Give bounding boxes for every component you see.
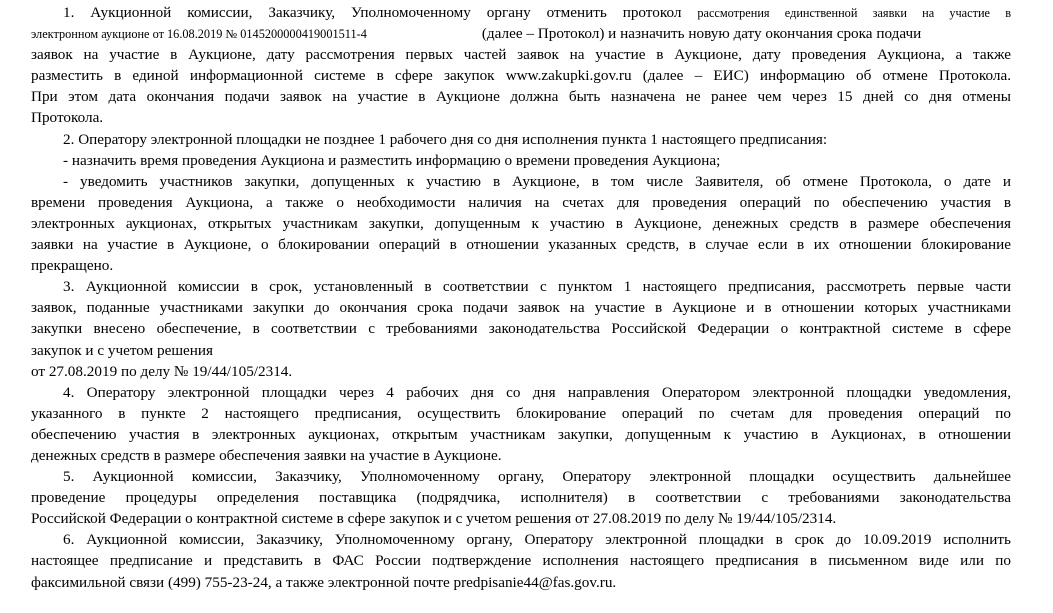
paragraph-3 (31, 276, 1011, 381)
text-line: 5. Аукционной комиссии, Заказчику, Уполномоченному органу, Оператору электронной площадки осуществить дальнейшее (63, 468, 1011, 486)
text-run-small: рассмотрения единственной заявки на участие в (697, 6, 1012, 20)
text-line: проведение процедуры определения поставщика (подрядчика, исполнителя) в соответствии с требованиями законодательства (31, 489, 1011, 507)
paragraph-2 (31, 129, 1011, 277)
paragraph-4 (31, 382, 1011, 466)
text-line: Протокола. (31, 109, 104, 127)
text-line: настоящее предписание и представить в ФАС России подтверждение исполнения настоящего предписания в письменном виде или по (31, 552, 1011, 570)
text-line: 6. Аукционной комиссии, Заказчику, Уполномоченному органу, Оператору электронной площадки в срок до 10.09.2019 исполнить (63, 531, 1011, 549)
list-item: - назначить время проведения Аукциона и разместить информацию о времени проведения Аукциона; (63, 151, 721, 169)
text-line: от 27.08.2019 по делу № 19/44/105/2314. (31, 362, 293, 380)
text-line: времени проведения Аукциона, а также о необходимости наличия на счетах для проведения операций по обеспечению участия в (31, 193, 1011, 211)
text-run-small: электронном аукционе от 16.08.2019 № 0145200000419001511-4 (31, 27, 367, 42)
text-line: закупок и с учетом решения (31, 341, 213, 359)
text-run: 1. Аукционной комиссии, Заказчику, Уполномоченному органу отменить протокол (63, 4, 698, 21)
list-item: - уведомить участников закупки, допущенных к участию в Аукционе, в том числе Заявителя, об отмене Протокола, о дате и (63, 172, 1011, 190)
text-line: прекращено. (31, 257, 114, 275)
text-line: электронных аукционах, открытых участникам закупки, допущенным к участию в Аукционе, денежных средств в размере обеспечения (31, 214, 1011, 232)
text-line: 3. Аукционной комиссии в срок, установленный в соответствии с пунктом 1 настоящего предписания, рассмотреть первые части (63, 278, 1011, 296)
text-line (31, 23, 1011, 44)
text-line: разместить в единой информационной системе в сфере закупок www.zakupki.gov.ru (далее – ЕИС) информацию об отмене Протокола. (31, 67, 1011, 85)
text-line: Российской Федерации о контрактной системе в сфере закупок и с учетом решения от 27.08.2019 по делу № 19/44/105/2314. (31, 510, 837, 528)
text-line: денежных средств в размере обеспечения заявки на участие в Аукционе. (31, 446, 502, 464)
text-run: (далее – Протокол) и назначить новую дату окончания срока подачи (481, 25, 922, 43)
text-line: факсимильной связи (499) 755-23-24, а также электронной почте predpisanie44@fas.gov.ru. (31, 573, 617, 591)
document-body (31, 2, 1011, 593)
text-line: заявки на участие в Аукционе, о блокировании операций в отношении указанных средств, в случае если в их отношении блокирование (31, 236, 1011, 254)
paragraph-1 (31, 2, 1011, 129)
text-line: закупки внесено обеспечение, в соответствии с требованиями законодательства Российской Федерации о контрактной системе в сфере (31, 320, 1011, 338)
text-line: При этом дата окончания подачи заявок на участие в Аукционе должна быть назначена не ранее чем через 15 дней со дня отмены (31, 88, 1011, 106)
text-line: обеспечению участия в электронных аукционах, открытым участникам закупки, допущенным к участию в Аукционах, в отношении (31, 425, 1011, 443)
paragraph-5 (31, 466, 1011, 529)
text-line: 4. Оператору электронной площадки через 4 рабочих дня со дня направления Оператором электронной площадки уведомления, (63, 383, 1011, 401)
text-line: 2. Оператору электронной площадки не позднее 1 рабочего дня со дня исполнения пункта 1 настоящего предписания: (63, 130, 828, 148)
text-line (31, 2, 1011, 23)
paragraph-6 (31, 529, 1011, 592)
text-line: заявок, поданные участниками закупки до окончания срока подачи заявок на участие в Аукционе и в отношении которых участниками (31, 299, 1011, 317)
text-line: указанного в пункте 2 настоящего предписания, осуществить блокирование операций по счетам для проведения операций по (31, 404, 1011, 422)
text-line: заявок на участие в Аукционе, дату рассмотрения первых частей заявок на участие в Аукционе, дату проведения Аукциона, а также (31, 46, 1011, 64)
